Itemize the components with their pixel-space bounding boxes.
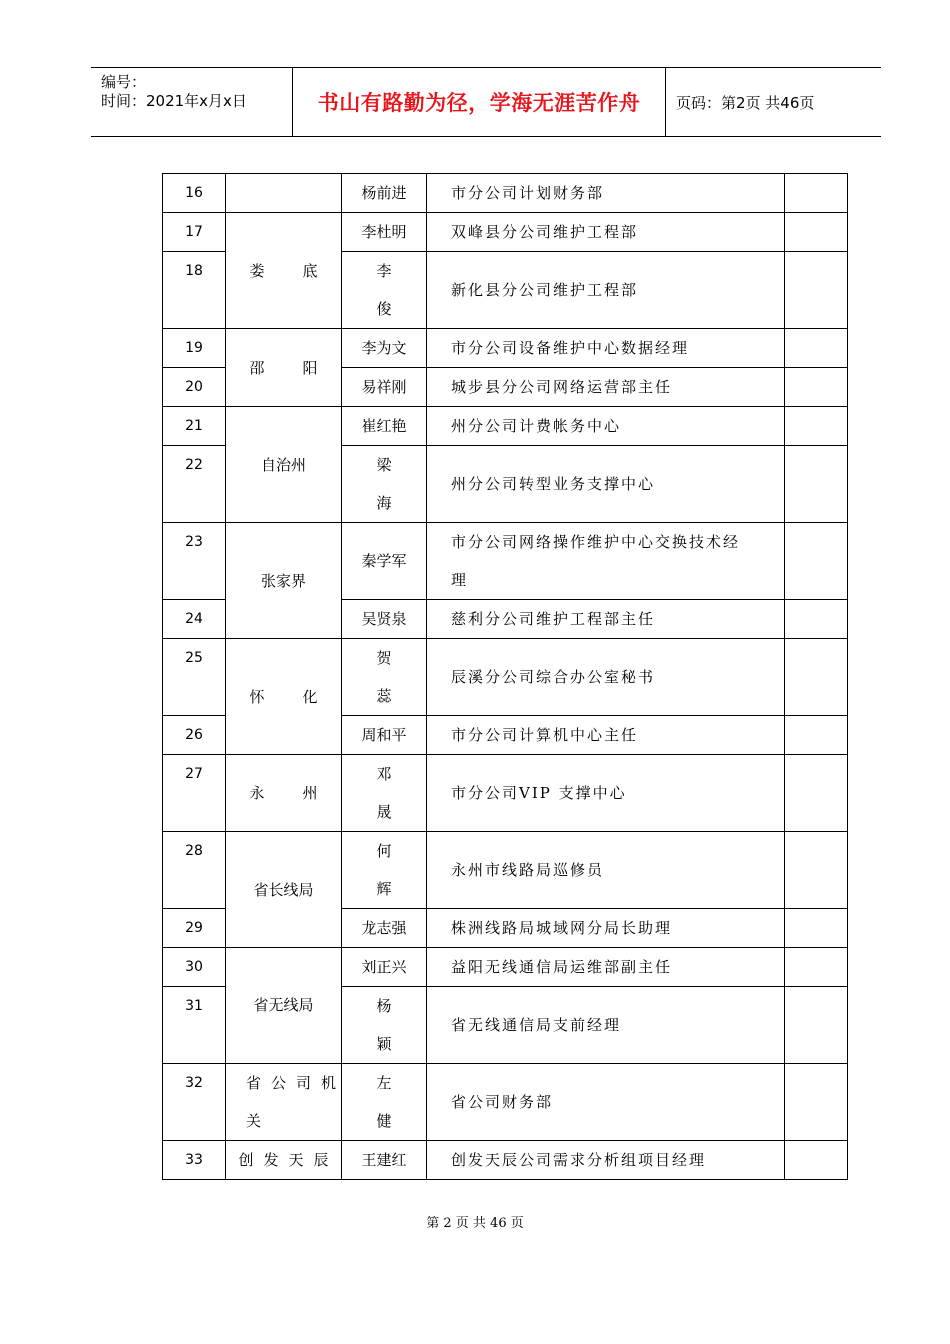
remark-cell: [785, 1064, 848, 1141]
department: 州分公司转型业务支撑中心: [427, 446, 785, 523]
row-number: 30: [163, 948, 226, 987]
department: 州分公司计费帐务中心: [427, 407, 785, 446]
remark-cell: [785, 523, 848, 600]
header-motto-cell: [293, 68, 666, 136]
remark-cell: [785, 948, 848, 987]
person-name: 贺 蕊: [342, 639, 427, 716]
person-name: 邓 晟: [342, 755, 427, 832]
remark-cell: [785, 832, 848, 909]
person-name: 吴贤泉: [342, 600, 427, 639]
department: 城步县分公司网络运营部主任: [427, 368, 785, 407]
department: 市分公司网络操作维护中心交换技术经 理: [427, 523, 785, 600]
region-zizhizhou: 自治州: [226, 407, 342, 523]
table-row: [163, 832, 848, 909]
department: 益阳无线通信局运维部副主任: [427, 948, 785, 987]
remark-cell: [785, 755, 848, 832]
table-row: [163, 407, 848, 446]
region-cell-empty: [226, 174, 342, 213]
person-name: 何 辉: [342, 832, 427, 909]
row-number: 24: [163, 600, 226, 639]
remark-cell: [785, 909, 848, 948]
department: 双峰县分公司维护工程部: [427, 213, 785, 252]
row-number: 26: [163, 716, 226, 755]
remark-cell: [785, 252, 848, 329]
row-number: 31: [163, 987, 226, 1064]
person-name: 崔红艳: [342, 407, 427, 446]
remark-cell: [785, 368, 848, 407]
row-number: 23: [163, 523, 226, 600]
row-number: 33: [163, 1141, 226, 1180]
row-number: 18: [163, 252, 226, 329]
region-huaihua: 怀化: [226, 639, 342, 755]
header-meta: [91, 68, 293, 136]
remark-cell: [785, 174, 848, 213]
table-row: [163, 329, 848, 368]
department: 省无线通信局支前经理: [427, 987, 785, 1064]
remark-cell: [785, 407, 848, 446]
department: 新化县分公司维护工程部: [427, 252, 785, 329]
person-name: 左 健: [342, 1064, 427, 1141]
table-row: [163, 213, 848, 252]
person-name: 梁 海: [342, 446, 427, 523]
department: 辰溪分公司综合办公室秘书: [427, 639, 785, 716]
table-row: [163, 174, 848, 213]
region-yongzhou: 永州: [226, 755, 342, 832]
row-number: 16: [163, 174, 226, 213]
person-name: 周和平: [342, 716, 427, 755]
table-row: [163, 755, 848, 832]
table-row: [163, 639, 848, 716]
department: 市分公司VIP 支撑中心: [427, 755, 785, 832]
row-number: 25: [163, 639, 226, 716]
row-number: 19: [163, 329, 226, 368]
remark-cell: [785, 213, 848, 252]
person-name: 李为文: [342, 329, 427, 368]
page-info: 页码：第2页 共46页: [676, 93, 815, 112]
row-number: 32: [163, 1064, 226, 1141]
remark-cell: [785, 329, 848, 368]
department: 永州市线路局巡修员: [427, 832, 785, 909]
person-name: 王建红: [342, 1141, 427, 1180]
person-name: 秦学军: [342, 523, 427, 600]
time-label: 时间：2021年x月x日: [101, 92, 247, 110]
region-changxianju: 省长线局: [226, 832, 342, 948]
person-name: 杨 颖: [342, 987, 427, 1064]
region-shaoyang: 邵阳: [226, 329, 342, 407]
department: 创发天辰公司需求分析组项目经理: [427, 1141, 785, 1180]
person-name: 杨前进: [342, 174, 427, 213]
remark-cell: [785, 987, 848, 1064]
remark-cell: [785, 1141, 848, 1180]
header-page-cell: [666, 68, 881, 136]
remark-cell: [785, 600, 848, 639]
number-label: 编号：: [101, 73, 147, 91]
person-name: 刘正兴: [342, 948, 427, 987]
region-loudi: 娄底: [226, 213, 342, 329]
row-number: 21: [163, 407, 226, 446]
department: 慈利分公司维护工程部主任: [427, 600, 785, 639]
table-row: [163, 1141, 848, 1180]
person-name: 易祥刚: [342, 368, 427, 407]
motto: 书山有路勤为径，学海无涯苦作舟: [317, 91, 641, 115]
remark-cell: [785, 446, 848, 523]
row-number: 28: [163, 832, 226, 909]
person-name: 李杜明: [342, 213, 427, 252]
page-footer: 第 2 页 共 46 页: [426, 1216, 524, 1231]
department: 市分公司计划财务部: [427, 174, 785, 213]
page-header: [91, 67, 881, 137]
department: 市分公司计算机中心主任: [427, 716, 785, 755]
department: 省公司财务部: [427, 1064, 785, 1141]
remark-cell: [785, 716, 848, 755]
person-name: 龙志强: [342, 909, 427, 948]
row-number: 22: [163, 446, 226, 523]
roster-table: [162, 173, 848, 1180]
person-name: 李 俊: [342, 252, 427, 329]
table-row: [163, 523, 848, 600]
region-jiguan: 省公司机 关: [226, 1064, 342, 1141]
region-wuxianju: 省无线局: [226, 948, 342, 1064]
region-zhangjiajie: 张家界: [226, 523, 342, 639]
table-row: [163, 1064, 848, 1141]
department: 株洲线路局城域网分局长助理: [427, 909, 785, 948]
row-number: 27: [163, 755, 226, 832]
table-row: [163, 948, 848, 987]
remark-cell: [785, 639, 848, 716]
row-number: 29: [163, 909, 226, 948]
row-number: 20: [163, 368, 226, 407]
region-chuangfa: 创发天辰: [226, 1141, 342, 1180]
row-number: 17: [163, 213, 226, 252]
department: 市分公司设备维护中心数据经理: [427, 329, 785, 368]
